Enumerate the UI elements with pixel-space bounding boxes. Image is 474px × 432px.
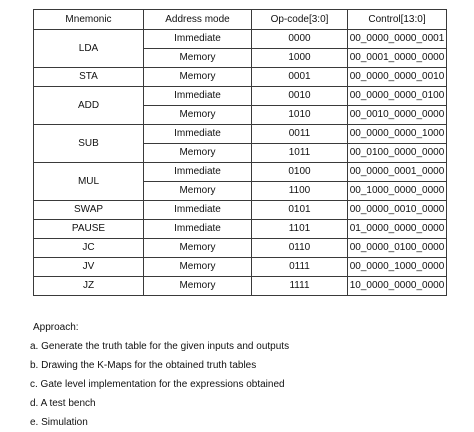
address-mode-cell: Memory [144,49,252,68]
approach-item: e. Simulation [30,417,88,428]
mnemonic-cell: LDA [34,30,144,68]
address-mode-cell: Memory [144,239,252,258]
mnemonic-cell: ADD [34,87,144,125]
address-mode-cell: Immediate [144,87,252,106]
opcode-cell: 1011 [252,144,348,163]
header-mnemonic: Mnemonic [34,10,144,30]
opcode-cell: 1010 [252,106,348,125]
header-opcode: Op-code[3:0] [252,10,348,30]
table-row [34,277,447,296]
mnemonic-cell: JC [34,239,144,258]
table-row [34,201,447,220]
approach-item: b. Drawing the K-Maps for the obtained truth tables [30,360,257,371]
header-control: Control[13:0] [348,10,447,30]
mnemonic-cell: SUB [34,125,144,163]
address-mode-cell: Memory [144,68,252,87]
address-mode-cell: Memory [144,258,252,277]
opcode-cell: 1000 [252,49,348,68]
table-row [34,220,447,239]
table-row [34,239,447,258]
control-cell: 00_0000_0100_0000 [348,239,447,258]
mnemonic-cell: PAUSE [34,220,144,239]
mnemonic-cell: SWAP [34,201,144,220]
opcode-cell: 0000 [252,30,348,49]
address-mode-cell: Immediate [144,220,252,239]
control-cell: 10_0000_0000_0000 [348,277,447,296]
address-mode-cell: Memory [144,144,252,163]
instruction-table [33,9,447,296]
mnemonic-cell: MUL [34,163,144,201]
header-address-mode: Address mode [144,10,252,30]
address-mode-cell: Immediate [144,201,252,220]
approach-item: d. A test bench [30,398,96,409]
control-cell: 00_0000_0000_1000 [348,125,447,144]
opcode-cell: 1101 [252,220,348,239]
table-row [34,258,447,277]
control-cell: 00_0000_0001_0000 [348,163,447,182]
mnemonic-cell: JZ [34,277,144,296]
address-mode-cell: Memory [144,277,252,296]
table-row [34,68,447,87]
opcode-cell: 0010 [252,87,348,106]
opcode-cell: 0111 [252,258,348,277]
opcode-cell: 0110 [252,239,348,258]
approach-section [30,318,290,432]
address-mode-cell: Immediate [144,30,252,49]
approach-item: c. Gate level implementation for the expressions obtained [30,379,285,390]
table-row [34,87,447,106]
control-cell: 00_0001_0000_0000 [348,49,447,68]
control-cell: 00_0000_0000_0010 [348,68,447,87]
address-mode-cell: Memory [144,182,252,201]
control-cell: 00_0000_0010_0000 [348,201,447,220]
approach-title: Approach: [33,322,79,333]
address-mode-cell: Memory [144,106,252,125]
opcode-cell: 1111 [252,277,348,296]
control-cell: 00_0010_0000_0000 [348,106,447,125]
opcode-cell: 0011 [252,125,348,144]
opcode-cell: 0100 [252,163,348,182]
control-cell: 01_0000_0000_0000 [348,220,447,239]
control-cell: 00_0000_1000_0000 [348,258,447,277]
table-header-row [34,10,447,30]
table-row [34,30,447,49]
control-cell: 00_0100_0000_0000 [348,144,447,163]
address-mode-cell: Immediate [144,163,252,182]
control-cell: 00_0000_0000_0100 [348,87,447,106]
opcode-cell: 1100 [252,182,348,201]
mnemonic-cell: JV [34,258,144,277]
table-row [34,163,447,182]
control-cell: 00_0000_0000_0001 [348,30,447,49]
opcode-cell: 0101 [252,201,348,220]
opcode-cell: 0001 [252,68,348,87]
control-cell: 00_1000_0000_0000 [348,182,447,201]
mnemonic-cell: STA [34,68,144,87]
address-mode-cell: Immediate [144,125,252,144]
table-row [34,125,447,144]
approach-item: a. Generate the truth table for the given inputs and outputs [30,341,290,352]
